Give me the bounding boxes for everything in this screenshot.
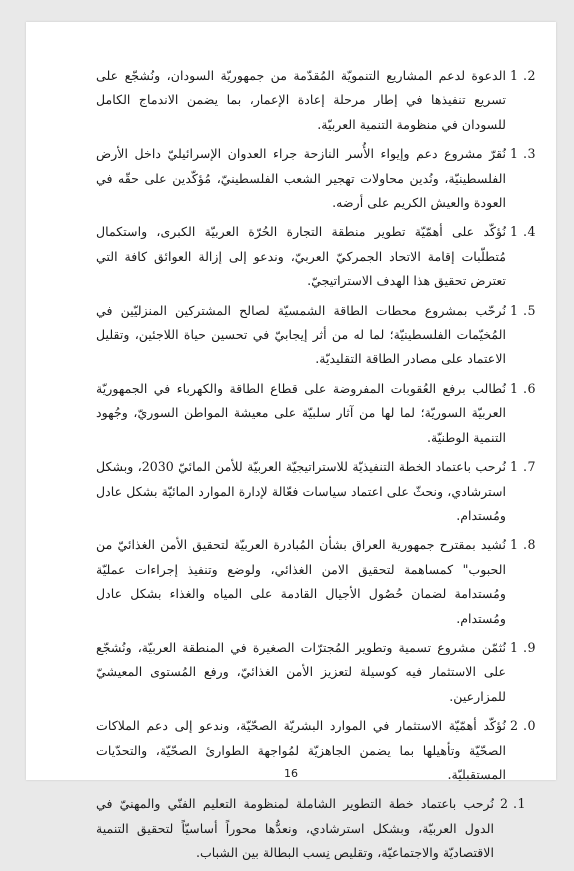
item-number: 1 .6 [509, 380, 536, 396]
item-number: 1 .5 [509, 302, 536, 318]
item-text: نُرحب باعتماد خطة التطوير الشاملة لمنظومة التعليم الفنّي والمهنيّ في الدول العربيّة، وبشكل استرشادي، ونعدُّها محوراً أساسيّاً لتحقيق التنمية الاقتصاديّة والاجتماعيّة، وتقليص نِسب البطالة بين الشباب. [96, 796, 494, 861]
list-item [96, 377, 536, 450]
item-number: 1 .8 [509, 537, 536, 553]
item-number: 1 .2 [509, 68, 536, 83]
item-text: نُؤكّد أهمّيّة الاستثمار في الموارد البشريّة الصحّيّة، وندعو إلى دعم الملاكات الصحّيّة وتأهيلها بما يضمن الجاهزيّة لمُواجهة الطوارئ الصحّيّة، والتحدّيات المستقبليّة. [96, 718, 506, 782]
list-item [96, 455, 536, 528]
item-text: نُطالب برفع العُقوبات المفروضة على قطاع الطاقة والكهرباء في الجمهوريّة العربيّة السوريّة؛ لما لها من آثار سلبيّة على معيشة المواطن السوريّ، وجُهود التنمية الوطنيّة. [96, 380, 506, 445]
item-number: 2 .1 [499, 796, 526, 812]
item-number: 1 .9 [509, 639, 536, 655]
list-item [96, 299, 536, 372]
list-item [96, 142, 536, 215]
document-body [96, 64, 536, 871]
list-item [96, 792, 536, 865]
item-number: 1 .4 [509, 224, 536, 240]
item-number: 1 .3 [509, 146, 536, 162]
item-text: نُشيد بمقترح جمهورية العراق بشأن المُبادرة العربيّة لتحقيق الأمن الغذائيّ من الحبوب" كمساهمة لتحقيق الامن الغذائي، ولوضع وتنفيذ إجراءات عمليّة ومُستدامة لضمان حُصُول الأجيال القادمة على المياه والغذاء بشكل عادل ومُستدام. [96, 537, 506, 626]
item-number: 1 .7 [509, 459, 536, 475]
item-number: 2 .0 [509, 718, 536, 734]
list-item [96, 64, 536, 137]
item-text: نُرحب باعتماد الخطة التنفيذيّة للاستراتيجيّة العربيّة للأمن المائيّ 2030، وبشكل استرشادي، ونحثّ على اعتماد سياسات فعّالة لإدارة الموارد المائيّة بشكل عادل ومُستدام. [96, 459, 506, 523]
document-page [26, 22, 556, 861]
list-item [96, 533, 536, 631]
list-item [96, 636, 536, 709]
item-text: نُقرّ مشروع دعم وإيواء الأُسر النازحة جراء العدوان الإسرائيليّ داخل الأرض الفلسطينيّة، ونُدين محاولات تهجير الشعب الفلسطينيّ، مُؤكّدين على حقّه في العودة والعيش الكريم على أرضه. [96, 146, 506, 211]
item-text: نُثمّن مشروع تسمية وتطوير المُجترّات الصغيرة في المنطقة العربيّة، ونُشجّع على الاستثمار فيه كوسيلة لتعزيز الأمن الغذائيّ، ورفع المُستوى المعيشيّ للمزارعين. [96, 639, 506, 704]
item-text: الدعوة لدعم المشاريع التنمويّة المُقدّمة من جمهوريّة السودان، ونُشجّع على تسريع تنفيذها في إطار مرحلة إعادة الإعمار، بما يضمن الاندماج الكامل للسودان في منظومة التنمية العربيّة. [96, 68, 506, 132]
page-number: 16 [284, 767, 298, 780]
item-text: نُؤكّد على أهمّيّة تطوير منطقة التجارة الحُرّة العربيّة الكبرى، واستكمال مُتطلّبات إقامة الاتحاد الجمركيّ العربيّ، وندعو إلى إزالة العوائق كافة التي تعترض تحقيق هذا الهدف الاستراتيجيّ. [96, 224, 506, 289]
item-text: نُرحّب بمشروع محطات الطاقة الشمسيّة لصالح المشتركين المنزليّين في المُخيّمات الفلسطينيّة؛ لما له من أثر إيجابيّ في تحسين حياة اللاجئين، وتقليل الاعتماد على مصادر الطاقة التقليديّة. [96, 302, 506, 367]
list-item [96, 220, 536, 293]
